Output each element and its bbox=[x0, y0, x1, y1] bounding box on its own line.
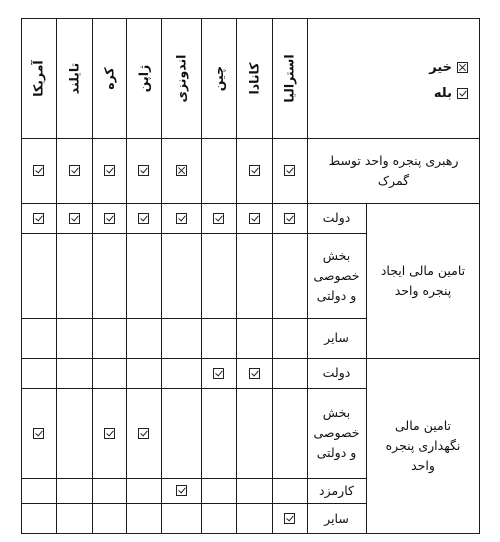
checkbox-yes-icon bbox=[138, 165, 149, 176]
checkbox-yes-icon bbox=[284, 165, 295, 176]
checkbox-no-icon bbox=[457, 62, 468, 73]
comparison-table bbox=[21, 18, 480, 534]
country-header-label: چین bbox=[211, 65, 226, 91]
country-header-label: تایلند bbox=[66, 62, 82, 94]
country-header-label: اندونزی bbox=[173, 54, 189, 102]
checkbox-yes-icon bbox=[213, 368, 224, 379]
checkbox-yes-icon bbox=[33, 165, 44, 176]
checkbox-yes-icon bbox=[176, 213, 187, 224]
checkbox-yes-icon bbox=[213, 213, 224, 224]
checkbox-yes-icon bbox=[284, 213, 295, 224]
row-label: بخش خصوصی و دولتی bbox=[313, 247, 360, 303]
checkbox-yes-icon bbox=[249, 165, 260, 176]
country-header bbox=[21, 18, 56, 138]
country-header-label: استرالیا bbox=[282, 53, 298, 103]
country-header bbox=[236, 18, 272, 138]
row-label: دولت bbox=[322, 210, 351, 225]
checkbox-yes-icon bbox=[104, 213, 115, 224]
checkbox-yes-icon bbox=[457, 88, 468, 99]
row-label: کارمزد bbox=[319, 482, 354, 498]
country-header-label: ژاپن bbox=[136, 64, 151, 92]
country-header bbox=[201, 18, 236, 138]
checkbox-yes-icon bbox=[104, 165, 115, 176]
row-label: سایر bbox=[324, 510, 349, 526]
checkbox-yes-icon bbox=[249, 368, 260, 379]
checkbox-yes-icon bbox=[249, 213, 260, 224]
legend-no-label: خیر bbox=[429, 60, 452, 75]
country-header bbox=[272, 18, 307, 138]
group-label: تامین مالی ایجاد پنجره واحد bbox=[380, 262, 466, 298]
country-header-label: کره bbox=[101, 66, 117, 90]
checkbox-yes-icon bbox=[104, 428, 115, 439]
checkbox-no-icon bbox=[176, 165, 187, 176]
checkbox-yes-icon bbox=[33, 428, 44, 439]
checkbox-yes-icon bbox=[176, 485, 187, 496]
row-label: دولت bbox=[322, 365, 351, 380]
country-header bbox=[56, 18, 92, 138]
legend-yes bbox=[434, 86, 468, 101]
legend-no bbox=[429, 60, 468, 75]
row-label: سایر bbox=[324, 330, 349, 345]
row-label: بخش خصوصی و دولتی bbox=[313, 405, 360, 460]
checkbox-yes-icon bbox=[138, 428, 149, 439]
row-label: رهبری پنجره واحد توسط گمرک bbox=[328, 152, 459, 188]
country-header bbox=[92, 18, 126, 138]
checkbox-yes-icon bbox=[69, 213, 80, 224]
country-header bbox=[161, 18, 201, 138]
country-header-label: آمریکا bbox=[31, 59, 46, 97]
legend-yes-label: بله bbox=[433, 86, 452, 101]
country-header-label: کانادا bbox=[246, 61, 262, 95]
checkbox-yes-icon bbox=[33, 213, 44, 224]
checkbox-yes-icon bbox=[69, 165, 80, 176]
checkbox-yes-icon bbox=[284, 513, 295, 524]
country-header bbox=[126, 18, 161, 138]
group-label: تامین مالی نگهداری پنجره واحد bbox=[385, 418, 461, 473]
checkbox-yes-icon bbox=[138, 213, 149, 224]
